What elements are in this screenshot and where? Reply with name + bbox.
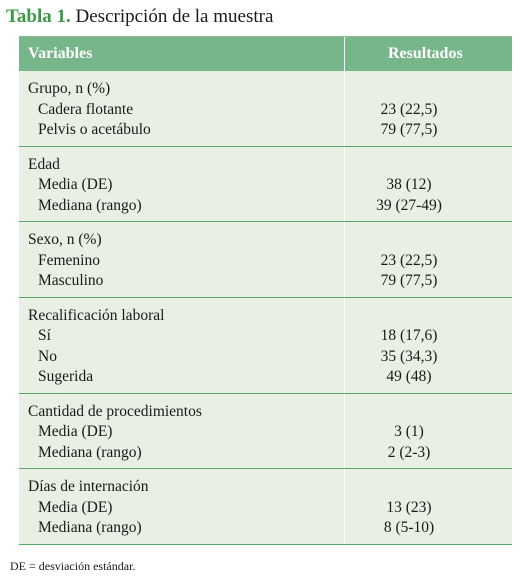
table-row xyxy=(19,121,512,142)
table-row xyxy=(19,423,512,444)
table-caption xyxy=(6,6,273,28)
header-results: Resultados xyxy=(388,45,463,62)
row-value: 49 (48) xyxy=(386,368,432,385)
group-heading-row xyxy=(19,156,512,177)
row-value: 79 (77,5) xyxy=(380,272,438,289)
group-label: Días de internación xyxy=(28,478,149,495)
row-value: 18 (17,6) xyxy=(380,327,438,344)
group-label: Recalificación laboral xyxy=(28,306,165,324)
table-group xyxy=(19,147,512,223)
header-divider xyxy=(344,37,345,71)
table-row xyxy=(19,519,512,540)
row-value: 35 (34,3) xyxy=(380,347,438,365)
table-group xyxy=(19,469,512,545)
row-label: Mediana (rango) xyxy=(38,519,142,536)
table-group xyxy=(19,298,512,394)
row-label: Pelvis o acetábulo xyxy=(38,121,151,138)
table-row xyxy=(19,368,512,389)
group-heading-row xyxy=(19,403,512,424)
table-row xyxy=(19,444,512,465)
row-value: 3 (1) xyxy=(394,423,424,440)
table-row xyxy=(19,101,512,122)
group-heading-row xyxy=(19,307,512,328)
group-heading-row xyxy=(19,80,512,101)
row-label: Masculino xyxy=(38,272,104,289)
row-value: 39 (27-49) xyxy=(376,196,442,214)
row-label: Media (DE) xyxy=(38,423,113,440)
row-value: 79 (77,5) xyxy=(380,121,438,138)
table-row xyxy=(19,252,512,273)
table-header xyxy=(19,37,512,71)
row-label: Cadera flotante xyxy=(38,100,134,118)
table-row xyxy=(19,176,512,197)
table-title: Descripción de la muestra xyxy=(75,6,274,27)
table-footnote: DE = desviación estándar. xyxy=(10,559,136,573)
header-variables: Variables xyxy=(28,45,93,62)
row-value: 23 (22,5) xyxy=(380,251,438,269)
row-label: Mediana (rango) xyxy=(38,443,142,461)
table-row xyxy=(19,348,512,369)
table-row xyxy=(19,272,512,293)
row-label: Sugerida xyxy=(38,368,94,385)
row-value: 23 (22,5) xyxy=(380,100,438,118)
table-group xyxy=(19,222,512,298)
group-heading-row xyxy=(19,478,512,499)
row-label: Mediana (rango) xyxy=(38,196,142,214)
table-group xyxy=(19,71,512,147)
row-value: 38 (12) xyxy=(386,176,432,193)
table-row xyxy=(19,197,512,218)
row-label: Media (DE) xyxy=(38,498,113,516)
group-label: Grupo, n (%) xyxy=(28,80,111,97)
row-label: No xyxy=(38,347,57,365)
group-heading-row xyxy=(19,231,512,252)
row-label: Sí xyxy=(38,327,51,344)
row-value: 8 (5-10) xyxy=(383,519,435,536)
row-label: Femenino xyxy=(38,251,100,269)
table-body xyxy=(19,71,512,545)
table-row xyxy=(19,499,512,520)
table-group xyxy=(19,394,512,470)
group-label: Cantidad de procedimientos xyxy=(28,402,202,420)
row-value: 13 (23) xyxy=(386,498,432,516)
row-value: 2 (2-3) xyxy=(387,443,431,461)
group-label: Edad xyxy=(28,155,60,173)
table-row xyxy=(19,327,512,348)
table-number: Tabla 1. xyxy=(6,6,71,27)
data-table xyxy=(19,36,512,545)
group-label: Sexo, n (%) xyxy=(28,231,102,248)
row-label: Media (DE) xyxy=(38,176,113,193)
